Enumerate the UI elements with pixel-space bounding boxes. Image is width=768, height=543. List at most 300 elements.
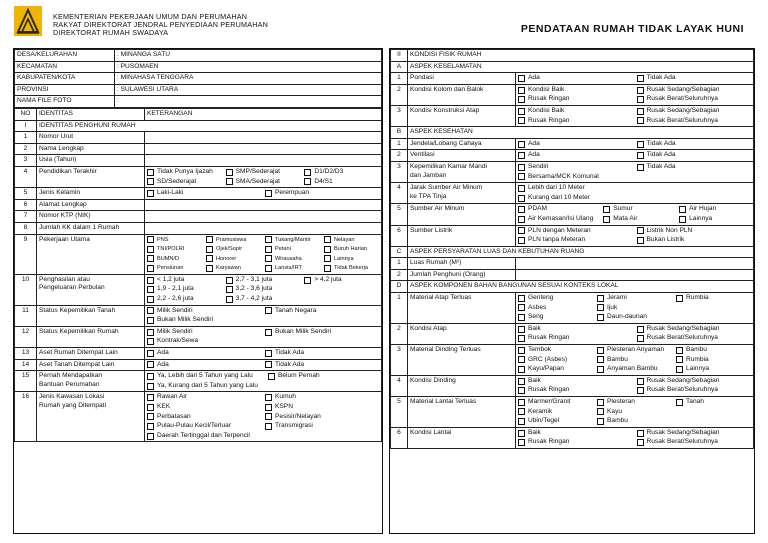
checkbox[interactable]: [676, 366, 683, 373]
option: [518, 346, 587, 355]
right-panel-condition: [389, 48, 755, 534]
answer-cell: [145, 274, 382, 305]
checkbox[interactable]: [676, 399, 683, 406]
checkbox[interactable]: [637, 108, 644, 115]
option-label: Kondisi Baik: [528, 106, 565, 114]
col-header-identitas: IDENTITAS: [37, 108, 145, 120]
checkbox[interactable]: [637, 439, 644, 446]
option: [518, 313, 587, 322]
checkbox[interactable]: [265, 413, 272, 420]
checkbox[interactable]: [637, 326, 644, 333]
checkbox[interactable]: [147, 433, 154, 440]
checkbox[interactable]: [265, 361, 272, 368]
checkbox[interactable]: [679, 216, 686, 223]
option-label: KSPN: [275, 403, 293, 410]
option: [518, 429, 627, 438]
checkbox[interactable]: [147, 404, 154, 411]
checkbox[interactable]: [147, 361, 154, 368]
option-label: Seng: [528, 313, 544, 321]
checkbox[interactable]: [304, 277, 311, 284]
option: [518, 173, 627, 182]
option: [265, 432, 373, 441]
option: [147, 361, 255, 370]
checkbox[interactable]: [265, 236, 272, 243]
option-label: Keramik: [528, 407, 553, 415]
answer-cell: [516, 323, 754, 344]
checkbox[interactable]: [147, 394, 154, 401]
checkbox[interactable]: [226, 286, 233, 293]
question-label: Jumlah KK dalam 1 Rumah: [37, 222, 145, 234]
answer-cell: [516, 345, 754, 376]
answer-cell: [516, 150, 754, 162]
checkbox[interactable]: [324, 236, 331, 243]
option: [265, 403, 373, 412]
checkbox[interactable]: [518, 378, 525, 385]
checkbox[interactable]: [676, 347, 683, 354]
checkbox[interactable]: [518, 117, 525, 124]
option-label: Air Hujan: [689, 205, 717, 213]
option: [518, 438, 627, 447]
question-label: Material Dinding Terluas: [408, 345, 516, 376]
option: [147, 189, 255, 198]
option: [518, 236, 627, 245]
checkbox[interactable]: [147, 169, 154, 176]
checkbox[interactable]: [265, 350, 272, 357]
checkbox[interactable]: [265, 190, 272, 197]
answer-cell: [516, 375, 754, 396]
question-label: Kondisi Konstruksi Atap: [408, 105, 516, 126]
checkbox[interactable]: [518, 439, 525, 446]
option: [268, 372, 373, 381]
option-label: 1,9 - 2,1 juta: [157, 285, 194, 293]
question-label: Material Lantai Terluas: [408, 397, 516, 428]
option: [304, 276, 373, 285]
option-group: [518, 377, 751, 395]
checkbox[interactable]: [147, 413, 154, 420]
question-label: Pondasi: [408, 73, 516, 85]
option-group: [518, 346, 751, 374]
checkbox[interactable]: [597, 295, 604, 302]
option: [518, 365, 587, 374]
option-label: Sumur: [613, 205, 633, 213]
document-header: [0, 0, 768, 44]
checkbox[interactable]: [147, 286, 154, 293]
checkbox[interactable]: [518, 418, 525, 425]
checkbox[interactable]: [603, 206, 610, 213]
checkbox[interactable]: [206, 255, 213, 262]
answer-cell: [145, 211, 382, 223]
option: [265, 422, 373, 431]
option: [206, 245, 255, 254]
checkbox[interactable]: [637, 237, 644, 244]
checkbox[interactable]: [597, 314, 604, 321]
option-label: Kumuh: [275, 393, 296, 401]
option-label: Kayu/Papan: [528, 365, 564, 373]
checkbox[interactable]: [265, 255, 272, 262]
condition-row: [391, 204, 754, 225]
answer-cell: [145, 348, 382, 360]
checkbox[interactable]: [206, 246, 213, 253]
section-title: KONDISI FISIK RUMAH: [408, 50, 754, 62]
option: [518, 163, 627, 172]
identity-row: [15, 392, 382, 442]
question-label: Luas Rumah (M²): [408, 258, 516, 270]
checkbox[interactable]: [265, 265, 272, 272]
row-number: 3: [15, 155, 37, 167]
checkbox[interactable]: [518, 216, 525, 223]
option-group: [518, 325, 751, 343]
option: [597, 304, 666, 313]
option-label: Rumbia: [686, 355, 709, 363]
checkbox[interactable]: [147, 236, 154, 243]
checkbox[interactable]: [637, 75, 644, 82]
checkbox[interactable]: [637, 387, 644, 394]
option-label: Baik: [528, 324, 541, 332]
answer-cell: [516, 183, 754, 204]
option: [265, 328, 373, 337]
checkbox[interactable]: [147, 178, 154, 185]
option: [676, 408, 745, 417]
option-label: Tidak Ada: [275, 349, 305, 357]
answer-cell: [516, 225, 754, 246]
checkbox[interactable]: [597, 418, 604, 425]
checkbox[interactable]: [147, 350, 154, 357]
checkbox[interactable]: [324, 265, 331, 272]
checkbox[interactable]: [597, 347, 604, 354]
location-label: KABUPATEN/KOTA: [15, 73, 115, 85]
location-value: :: [115, 96, 382, 108]
option-label: Perempuan: [275, 189, 310, 197]
identity-row: [15, 155, 382, 167]
option-label: Ubin/Tegel: [528, 417, 560, 425]
option-label: Ya, Kurang dari 5 Tahun yang Lalu: [157, 381, 258, 389]
checkbox[interactable]: [518, 185, 525, 192]
row-number: 6: [15, 199, 37, 211]
row-number: 16: [15, 392, 37, 442]
checkbox[interactable]: [518, 314, 525, 321]
checkbox[interactable]: [147, 255, 154, 262]
checkbox[interactable]: [597, 304, 604, 311]
identity-table: [14, 108, 382, 442]
option-label: Bambu: [607, 417, 628, 425]
checkbox[interactable]: [147, 246, 154, 253]
location-row: [15, 50, 382, 62]
option: [324, 255, 373, 264]
option-group: [518, 398, 751, 426]
option: [147, 295, 216, 304]
option: [265, 413, 373, 422]
condition-row: [391, 84, 754, 105]
option: [637, 117, 746, 126]
checkbox[interactable]: [147, 338, 154, 345]
option-group: [147, 372, 379, 390]
question-label: Sumber Air Minum: [408, 204, 516, 225]
option: [676, 417, 745, 426]
option-label: Plesteran Anyaman: [607, 346, 665, 354]
identity-row: [15, 359, 382, 371]
checkbox[interactable]: [597, 399, 604, 406]
option: [597, 398, 666, 407]
row-number: 4: [391, 183, 408, 204]
option: [637, 184, 746, 193]
checkbox[interactable]: [637, 164, 644, 171]
option: [226, 295, 295, 304]
option-label: Petani: [275, 246, 291, 253]
checkbox[interactable]: [637, 117, 644, 124]
checkbox[interactable]: [147, 383, 154, 390]
checkbox[interactable]: [324, 255, 331, 262]
option: [147, 307, 255, 316]
checkbox[interactable]: [147, 329, 154, 336]
option: [676, 365, 745, 374]
option-label: PNS: [157, 236, 169, 243]
option: [226, 285, 295, 294]
row-number: 10: [15, 274, 37, 305]
option-label: 2,7 - 3,1 juta: [235, 275, 273, 283]
option-label: Pulau-Pulau Kecil/Terluar: [157, 422, 232, 430]
option: [226, 168, 295, 177]
checkbox[interactable]: [518, 366, 525, 373]
checkbox[interactable]: [518, 430, 525, 437]
row-number: 6: [391, 225, 408, 246]
option-label: Pensiunan: [157, 265, 184, 272]
checkbox[interactable]: [304, 169, 311, 176]
checkbox[interactable]: [265, 404, 272, 411]
checkbox[interactable]: [518, 152, 525, 159]
option: [637, 151, 746, 160]
checkbox[interactable]: [637, 335, 644, 342]
checkbox[interactable]: [147, 296, 154, 303]
col-header-no: NO: [15, 108, 37, 120]
checkbox[interactable]: [603, 216, 610, 223]
ministry-line: DIREKTORAT RUMAH SWADAYA: [53, 28, 169, 37]
checkbox[interactable]: [518, 326, 525, 333]
identity-row: [15, 274, 382, 305]
condition-row: [391, 183, 754, 204]
condition-row: [391, 269, 754, 281]
option: [147, 285, 216, 294]
checkbox[interactable]: [518, 304, 525, 311]
checkbox[interactable]: [518, 96, 525, 103]
checkbox[interactable]: [518, 141, 525, 148]
option-label: Daun-daunan: [607, 313, 647, 321]
option: [147, 422, 255, 431]
checkbox[interactable]: [518, 195, 525, 202]
checkbox[interactable]: [265, 307, 272, 314]
identity-row: [15, 132, 382, 144]
checkbox[interactable]: [518, 408, 525, 415]
question-label: Kondisi Kolom dan Balok: [408, 84, 516, 105]
location-row: [15, 73, 382, 85]
option: [265, 255, 314, 264]
identity-row: [15, 305, 382, 326]
checkbox[interactable]: [597, 366, 604, 373]
row-number: 8: [15, 222, 37, 234]
option: [518, 377, 627, 386]
option: [676, 398, 745, 407]
checkbox[interactable]: [268, 373, 275, 380]
option: [147, 372, 258, 381]
option: [147, 316, 255, 325]
option-label: PDAM: [528, 205, 548, 213]
checkbox[interactable]: [147, 265, 154, 272]
option: [637, 140, 746, 149]
answer-cell: [145, 222, 382, 234]
row-number: 13: [15, 348, 37, 360]
checkbox[interactable]: [265, 423, 272, 430]
section-title: ASPEK KESELAMATAN: [408, 61, 754, 73]
checkbox[interactable]: [518, 75, 525, 82]
answer-cell: [516, 269, 754, 281]
question-label: Status Kepemilikan Rumah: [37, 326, 145, 347]
checkbox[interactable]: [226, 277, 233, 284]
option: [597, 294, 666, 303]
answer-cell: [145, 305, 382, 326]
identity-row: [15, 222, 382, 234]
checkbox[interactable]: [597, 408, 604, 415]
section-number: A: [391, 61, 408, 73]
answer-cell: [516, 204, 754, 225]
checkbox[interactable]: [324, 246, 331, 253]
question-label: Pernah Mendapatkan Bantuan Perumahan: [37, 371, 145, 392]
option: [518, 205, 593, 214]
option-label: Wirausaha: [275, 255, 302, 262]
identity-row: [15, 166, 382, 187]
question-label: Pendidikan Terakhir: [37, 166, 145, 187]
checkbox[interactable]: [265, 329, 272, 336]
checkbox[interactable]: [637, 87, 644, 94]
option-label: Karyawan: [216, 265, 241, 272]
option-label: Honorer: [216, 255, 237, 262]
section-row: [391, 61, 754, 73]
option: [324, 236, 373, 245]
option: [147, 168, 216, 177]
checkbox[interactable]: [518, 164, 525, 171]
checkbox[interactable]: [518, 387, 525, 394]
option-group: [518, 163, 751, 181]
option: [597, 346, 666, 355]
checkbox[interactable]: [518, 87, 525, 94]
option-group: [518, 107, 751, 125]
checkbox[interactable]: [518, 356, 525, 363]
checkbox[interactable]: [637, 378, 644, 385]
option-label: Baik: [528, 376, 541, 384]
identity-row: [15, 371, 382, 392]
checkbox[interactable]: [265, 394, 272, 401]
checkbox[interactable]: [518, 347, 525, 354]
option-label: Listrik Non PLN: [646, 226, 693, 234]
option-label: Rawan Air: [157, 393, 188, 401]
option-label: Rusak Sedang/Sebagian: [646, 376, 720, 384]
checkbox[interactable]: [147, 373, 154, 380]
checkbox[interactable]: [637, 96, 644, 103]
location-row: [15, 96, 382, 108]
checkbox[interactable]: [518, 237, 525, 244]
checkbox[interactable]: [637, 152, 644, 159]
checkbox[interactable]: [206, 236, 213, 243]
checkbox[interactable]: [518, 295, 525, 302]
condition-row: [391, 345, 754, 376]
checkbox[interactable]: [518, 206, 525, 213]
checkbox[interactable]: [518, 227, 525, 234]
answer-cell: [145, 132, 382, 144]
option-group: [147, 307, 379, 325]
option: [265, 393, 373, 402]
checkbox[interactable]: [304, 178, 311, 185]
section-number: B: [391, 127, 408, 139]
checkbox[interactable]: [637, 227, 644, 234]
row-number: 2: [15, 143, 37, 155]
question-label: Sumber Listrik: [408, 225, 516, 246]
option-group: [147, 189, 379, 198]
checkbox[interactable]: [226, 169, 233, 176]
option-label: Belum Pernah: [277, 372, 320, 380]
checkbox[interactable]: [226, 178, 233, 185]
checkbox[interactable]: [518, 108, 525, 115]
checkbox[interactable]: [518, 335, 525, 342]
checkbox[interactable]: [518, 399, 525, 406]
identity-row: [15, 234, 382, 274]
option-group: [147, 168, 379, 186]
option-label: 3,7 - 4,2 juta: [235, 295, 273, 303]
checkbox[interactable]: [265, 246, 272, 253]
option-group: [147, 328, 379, 346]
answer-cell: [145, 199, 382, 211]
option-label: Sendiri: [528, 162, 549, 170]
option: [147, 393, 255, 402]
option-label: Ada: [528, 74, 540, 82]
row-number: 2: [391, 323, 408, 344]
checkbox[interactable]: [206, 265, 213, 272]
checkbox[interactable]: [637, 141, 644, 148]
checkbox[interactable]: [679, 206, 686, 213]
checkbox[interactable]: [518, 173, 525, 180]
checkbox[interactable]: [147, 317, 154, 324]
condition-row: [391, 258, 754, 270]
option: [147, 337, 255, 346]
option: [637, 95, 746, 104]
checkbox[interactable]: [147, 277, 154, 284]
checkbox[interactable]: [226, 296, 233, 303]
option-label: Pramusiswa: [216, 236, 247, 243]
condition-row: [391, 150, 754, 162]
option: [147, 178, 216, 187]
checkbox[interactable]: [147, 423, 154, 430]
checkbox[interactable]: [676, 356, 683, 363]
section-number: II: [391, 50, 408, 62]
checkbox[interactable]: [597, 356, 604, 363]
option-label: Daerah Tertinggal dan Terpencil: [157, 431, 250, 439]
ministry-name: [53, 13, 268, 37]
option: [265, 349, 373, 358]
option: [637, 86, 746, 95]
condition-row: [391, 105, 754, 126]
option-label: Air Kemasan/Isi Ulang: [528, 214, 594, 222]
option-label: SD/Sederajat: [157, 177, 197, 185]
checkbox[interactable]: [637, 430, 644, 437]
option: [518, 417, 587, 426]
option-label: Bambu: [686, 346, 707, 354]
location-value: : PUSOMAEN: [115, 61, 382, 73]
checkbox[interactable]: [676, 295, 683, 302]
checkbox[interactable]: [147, 190, 154, 197]
condition-row: [391, 73, 754, 85]
option: [147, 276, 216, 285]
condition-row: [391, 138, 754, 150]
option-label: Rusak Berat/Seluruhnya: [646, 334, 718, 342]
checkbox[interactable]: [147, 307, 154, 314]
option: [679, 215, 745, 224]
